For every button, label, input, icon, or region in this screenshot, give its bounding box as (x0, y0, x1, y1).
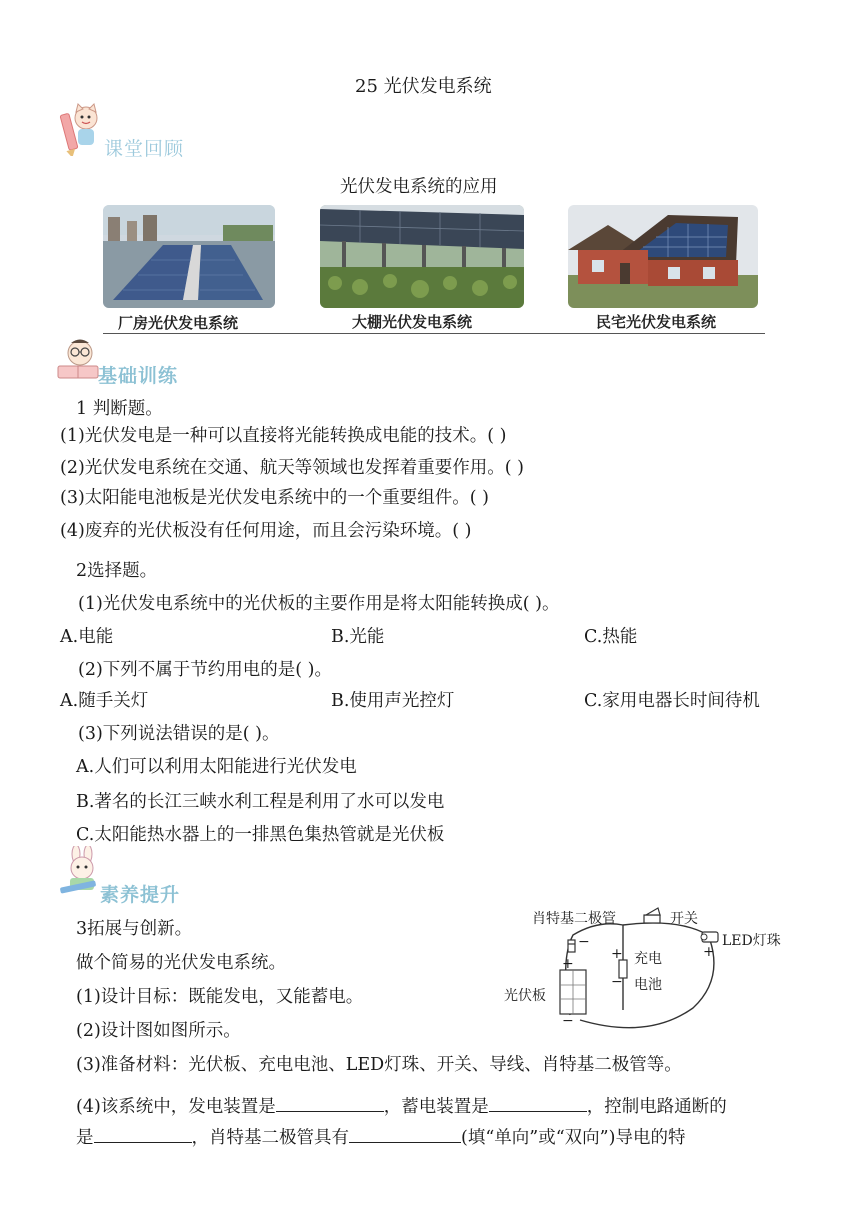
polarity-minus: − (578, 934, 590, 950)
photo-caption-factory: 厂房光伏发电系统 (118, 314, 239, 332)
diode-icon (568, 940, 575, 952)
q1-heading: 1 判断题。 (76, 399, 163, 419)
q2-2-option-c: C.家用电器长时间待机 (584, 691, 760, 711)
greenhouse-solar-photo (320, 205, 524, 308)
q2-3-stem: (3)下列说法错误的是( )。 (78, 724, 280, 744)
q1-item: (2)光伏发电系统在交通、航天等领域也发挥着重要作用。( ) (60, 458, 525, 478)
q1-item: (1)光伏发电是一种可以直接将光能转换成电能的技术。( ) (60, 426, 507, 446)
q2-2-option-b: B.使用声光控灯 (331, 691, 455, 711)
diagram-label-battery: 电池 (634, 977, 662, 993)
figure-title: 光伏发电系统的应用 (340, 177, 498, 197)
page-title: 25 光伏发电系统 (355, 76, 492, 97)
circuit-diagram (498, 900, 798, 1030)
figure-divider (103, 333, 765, 334)
q2-2-option-a: A.随手关灯 (60, 691, 149, 711)
q3-line: (2)设计图如图所示。 (76, 1021, 241, 1041)
q3-4-text: ，控制电路通断的 (586, 1097, 727, 1117)
q3-4-line1 (76, 1093, 727, 1118)
diagram-label-diode: 肖特基二极管 (532, 911, 616, 927)
polarity-plus: + (611, 946, 623, 962)
q2-2-stem: (2)下列不属于节约用电的是( )。 (78, 660, 333, 680)
q3-4-text: (填“单向”或“双向”)导电的特 (461, 1128, 686, 1148)
q1-item: (3)太阳能电池板是光伏发电系统中的一个重要组件。( ) (60, 488, 490, 508)
answer-blank-control[interactable] (94, 1124, 192, 1143)
switch-icon (644, 908, 660, 923)
q3-4-text: 是 (76, 1128, 94, 1148)
diagram-label-led: LED灯珠 (722, 933, 781, 949)
answer-blank-storage[interactable] (489, 1093, 587, 1112)
led-bulb-icon (701, 932, 718, 942)
q3-4-text: ，蓄电装置是 (383, 1097, 489, 1117)
polarity-plus: + (562, 956, 574, 972)
section-heading-review: 课堂回顾 (104, 138, 185, 160)
q2-3-option-c: C.太阳能热水器上的一排黑色集热管就是光伏板 (76, 825, 445, 845)
q2-3-option-b: B.著名的长江三峡水利工程是利用了水可以发电 (76, 792, 445, 812)
photo-caption-greenhouse: 大棚光伏发电系统 (352, 313, 473, 331)
section-heading-basic: 基础训练 (98, 365, 179, 387)
q3-4-text: (4)该系统中，发电装置是 (76, 1097, 276, 1117)
factory-solar-photo (103, 205, 275, 308)
q2-1-option-a: A.电能 (60, 627, 114, 647)
answer-blank-generator[interactable] (276, 1093, 384, 1112)
q3-line: 做个简易的光伏发电系统。 (76, 953, 286, 973)
polarity-plus: + (703, 944, 715, 960)
diagram-label-switch: 开关 (670, 911, 698, 927)
solar-panel-icon (560, 970, 586, 1014)
polarity-minus: − (562, 1013, 574, 1029)
q2-1-option-c: C.热能 (584, 627, 638, 647)
q2-1-stem: (1)光伏发电系统中的光伏板的主要作用是将太阳能转换成( )。 (78, 594, 560, 614)
residential-solar-photo (568, 205, 758, 308)
q3-heading: 3拓展与创新。 (76, 919, 193, 939)
q2-1-option-b: B.光能 (331, 627, 385, 647)
q3-line: (3)准备材料：光伏板、充电电池、LED灯珠、开关、导线、肖特基二极管等。 (76, 1055, 682, 1075)
q3-line: (1)设计目标：既能发电，又能蓄电。 (76, 987, 364, 1007)
reading-mascot-icon (56, 338, 100, 384)
pencil-mascot-icon (58, 100, 104, 160)
diagram-label-panel: 光伏板 (504, 988, 546, 1004)
section-heading-improve: 素养提升 (100, 884, 181, 906)
polarity-minus: − (611, 974, 623, 990)
answer-blank-direction[interactable] (349, 1124, 461, 1143)
q2-3-option-a: A.人们可以利用太阳能进行光伏发电 (76, 757, 357, 777)
diagram-label-battery: 充电 (634, 951, 662, 967)
q3-4-text: ，肖特基二极管具有 (191, 1128, 349, 1148)
rabbit-mascot-icon (58, 846, 106, 900)
q3-4-line2 (76, 1124, 685, 1149)
q1-item: (4)废弃的光伏板没有任何用途，而且会污染环境。( ) (60, 521, 472, 541)
q2-heading: 2选择题。 (76, 561, 158, 581)
photo-caption-residential: 民宅光伏发电系统 (596, 313, 717, 331)
